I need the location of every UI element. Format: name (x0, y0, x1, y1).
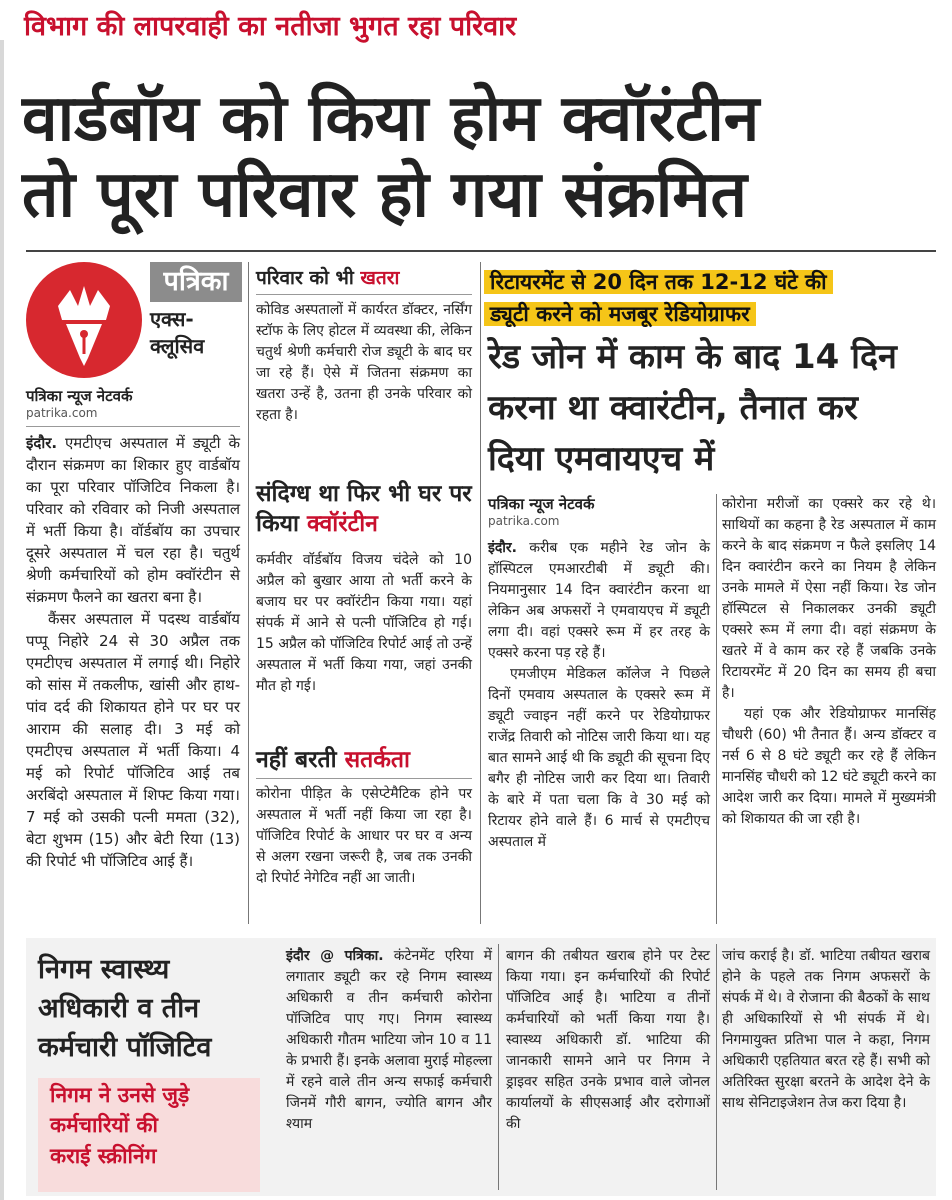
col2-section1-text (256, 300, 472, 426)
story2-paragraph-3: कोरोना मरीजों का एक्सरे कर रहे थे। साथियों का कहना है रेड अस्पताल में काम करने के बाद संक्रमण न फैले इसलिए 14 दिन क्वारंटीन करने का नियम है लेकिन उनके मामले में ऐसा नहीं किया। रेड जोन हॉस्पिटल से निकालकर उनकी ड्यूटी एक्सरे रूम में लगा दी। वहां संक्रमण के खतरे में वे काम कर रहे हैं जबकि उनके रिटायरमेंट में 20 दिन का समय ही बचा है। (722, 496, 936, 701)
col1-rule (26, 426, 240, 427)
col1-body (26, 432, 240, 872)
exclusive-label (150, 306, 242, 360)
story3-col1 (286, 946, 492, 1135)
column-divider-3 (716, 494, 717, 924)
col1-paragraph-2: कैंसर अस्पताल में पदस्थ वार्डबॉय पप्पू निहोरे 24 से 30 अप्रैल तक एमटीएच अस्पताल में लगाई थी। निहोरे को सांस में तकलीफ, खांसी और हाथ-पांव दर्द की शिकायत होने पर घर पर आराम की सलाह दी। 3 मई को एमटीएच अस्पताल में भर्ती किया। 4 मई को रिपोर्ट पॉजिटिव आई तब अरबिंदो अस्पताल में शिफ्ट किया गया। 7 मई को उसकी पत्नी ममता (32), बेटा शुभम (15) और बेटी रिया (13) की रिपोर्ट भी पॉजिटिव आई हैं। (26, 610, 240, 870)
story3-head-line-2: अधिकारी व तीन (38, 993, 200, 1025)
story2-site: patrika.com (488, 514, 560, 528)
col2-sec3-paragraph: कोरोना पीड़ित के एसेप्टेमैटिक होने पर अस्पताल में भर्ती नहीं किया जा रहा है। पॉजिटिव रिपोर्ट के आधार पर घर व अन्य से अलग रखना जरूरी है, जब तक उनकी दो रिपोर्ट नेगेटिव नहीं आ जाती। (256, 786, 472, 886)
exclusive-line-1: एक्स- (150, 307, 194, 331)
col2-sec2-head-red: क्वॉरंटीन (306, 510, 378, 537)
story2-byline-block (488, 494, 710, 528)
story3-headline (38, 950, 278, 1067)
story2-hl-line-2: ड्यूटी करने को मजबूर रेडियोग्राफर (484, 302, 756, 326)
col2-sec3-head-black: नहीं बरती (256, 747, 337, 773)
col2-sec2-head-black: संदिग्ध था फिर भी घर पर किया (256, 481, 472, 537)
headline-line-2: तो पूरा परिवार हो गया संक्रमित (22, 157, 748, 232)
col2-section2-text (256, 550, 472, 697)
column-divider-1 (248, 262, 249, 924)
headline-line-1: वार्डबॉय को किया होम क्वॉरंटीन (22, 82, 760, 156)
col2-sec2-paragraph: कर्मवीर वॉर्डबॉय विजय चंदेले को 10 अप्रैल को बुखार आया तो भर्ती करने के बजाय घर पर क्वॉरंटीन किया गया। यहां संपर्क में आने से पत्नी पॉजिटिव हो गई। 15 अप्रैल को पॉजिटिव रिपोर्ट आई तो उन्हें अस्पताल में भर्ती किया गया, जहां उनकी मौत हो गई। (256, 552, 472, 694)
kicker: विभाग की लापरवाही का नतीजा भुगत रहा परिवार (24, 11, 517, 42)
story2-sub-line-3: दिया एमवायएच में (488, 439, 715, 479)
headline (22, 82, 942, 233)
story2-dateline: इंदौर. (488, 540, 517, 556)
col2-sec1-head-red: खतरा (360, 267, 400, 289)
exclusive-line-2: क्लूसिव (150, 334, 205, 358)
story3-divider-2 (716, 944, 717, 1190)
col1-paragraph-1: एमटीएच अस्पताल में ड्यूटी के दौरान संक्रमण का शिकार हुए वार्डबॉय का पूरा परिवार पॉजिटिव निकला है। परिवार को रविवार को निजी अस्पताल में भर्ती किया है। वॉर्डबॉय का उपचार दूसरे अस्पताल में चल रहा है। चतुर्थ श्रेणी कर्मचारियों को होम क्वॉरंटीन से संक्रमण फैलने का खतरा बना है। (26, 434, 240, 606)
story3-head-line-1: निगम स्वास्थ्य (38, 954, 170, 985)
story3-box-line-3: कराई स्क्रीनिंग (50, 1143, 157, 1168)
story3-head-line-3: कर्मचारी पॉजिटिव (38, 1032, 212, 1064)
story3-paragraph-1: कंटेनमेंट एरिया में लगातार ड्यूटी कर रहे निगम स्वास्थ्य अधिकारी व तीन कर्मचारी कोरोना पॉजिटिव पाए गए। निगम स्वास्थ्य अधिकारी गौतम भाटिया जोन 10 व 11 के प्रभारी हैं। इनके अलावा मुराई मोहल्ला में रहने वाले तीन अन्य सफाई कर्मचारी जिनमें गौरी बागन, ज्योति बागन और श्याम (286, 948, 493, 1132)
column-divider-2 (480, 262, 481, 924)
story2-paragraph-2: एमजीएम मेडिकल कॉलेज ने पिछले दिनों एमवाय अस्पताल के एक्सरे रूम में ड्यूटी ज्वाइन नहीं करने पर रेडियोग्राफर राजेंद्र तिवारी को नोटिस जारी किया था। यह बात सामने आई थी कि ड्यूटी की सूचना दिए बगैर ही नोटिस जारी कर दिया था। तिवारी के बारे में पता चला कि वे 30 मई को रिटायर होने वाले हैं। 6 मार्च से एमटीएच अस्पताल में (488, 666, 710, 850)
col1-site: patrika.com (26, 406, 98, 420)
col1-byline: पत्रिका न्यूज नेटवर्क (26, 387, 133, 405)
story2-hl-line-1: रिटायरमेंट से 20 दिन तक 12-12 घंटे की (484, 270, 833, 294)
brand-name: पत्रिका (150, 262, 242, 302)
story2-paragraph-4: यहां एक और रेडियोग्राफर मानसिंह चौधरी (60) भी तैनात हैं। अन्य डॉक्टर व नर्स 6 से 8 घंटे ड्यूटी कर रहे हैं लेकिन मानसिंह चौधरी को 12 घंटे ड्यूटी करने का आदेश जारी कर दिया। मामले में मुख्यमंत्री को शिकायत की जा रही है। (722, 706, 936, 827)
col1-dateline: इंदौर. (26, 434, 58, 452)
col2-section3-heading (256, 746, 472, 776)
story3-dateline: इंदौर @ पत्रिका. (286, 948, 384, 964)
col2-sec1-head-black: परिवार को भी (256, 267, 354, 289)
col2-sec3-rule (256, 778, 472, 779)
story2-sub-line-1: रेड जोन में काम के बाद 14 दिन (488, 337, 897, 377)
col2-section1-heading (256, 264, 476, 290)
col2-sec1-rule (256, 294, 472, 295)
story2-byline: पत्रिका न्यूज नेटवर्क (488, 495, 595, 513)
story2-col1 (488, 538, 710, 853)
story3-paragraph-3: जांच कराई है। डॉ. भाटिया तबीयत खराब होने के पहले तक निगम अफसरों के संपर्क में थे। वे रोजाना की बैठकों के साथ ही अधिकारियों से भी संपर्क में थे। निगमायुक्त प्रतिभा पाल ने कहा, निगम अधिकारी एहतियात बरत रहे हैं। सभी को अतिरिक्त सुरक्षा बरतने के आदेश देने के साथ सेनिटाइजेशन तेज करा दिया है। (722, 948, 930, 1111)
story3-subhead (50, 1080, 256, 1171)
story3-paragraph-2: बागन की तबीयत खराब होने पर टेस्ट किया गया। इन कर्मचारियों की रिपोर्ट पॉजिटिव आई है। भाटिया व तीनों कर्मचारियों को भर्ती किया गया है। स्वास्थ्य अधिकारी डॉ. भाटिया की जानकारी सामने आने पर निगम ने ड्राइवर सहित उनके प्रभाव वाले जोनल कार्यालयों के सीएसआई और दरोगाओं की (506, 948, 710, 1132)
story2-highlight-headline (484, 266, 938, 330)
headline-rule (26, 250, 936, 252)
story3-col2 (506, 946, 710, 1135)
story3-col3 (722, 946, 930, 1114)
col2-section2-heading (256, 480, 472, 540)
story2-paragraph-1: करीब एक महीने रेड जोन के हॉस्पिटल एमआरटीबी में ड्यूटी की। नियमानुसार 14 दिन क्वारंटीन करना था लेकिन अब अफसरों ने एमवायएच में ड्यूटी लगा दी। वहां एक्सरे रूम में हर तरह के एक्सरे करना पड़ रहे हैं। (488, 540, 711, 661)
story3-box-line-2: कर्मचारियों की (50, 1113, 158, 1138)
story2-col2 (722, 494, 936, 830)
col2-sec3-head-red: सतर्कता (344, 747, 410, 773)
col2-sec1-paragraph: कोविड अस्पतालों में कार्यरत डॉक्टर, नर्सिंग स्टॉफ के लिए होटल में व्यवस्था की, लेकिन चतुर्थ श्रेणी कर्मचारी रोज ड्यूटी के बाद घर जा रहे हैं। ऐसे में जितना संक्रमण का खतरा उन्हें है, उतना ही उनके परिवार को रहता है। (256, 302, 472, 423)
patrika-logo-icon (26, 262, 142, 378)
col1-byline-block (26, 386, 240, 420)
story2-sub-line-2: करना था क्वारंटीन, तैनात कर (488, 388, 858, 428)
col2-section3-text (256, 784, 472, 889)
story3-box-line-1: निगम ने उनसे जुड़े (50, 1083, 190, 1107)
story3-divider-1 (498, 944, 499, 1190)
page-edge (0, 40, 4, 1200)
story2-subheadline (488, 332, 938, 485)
